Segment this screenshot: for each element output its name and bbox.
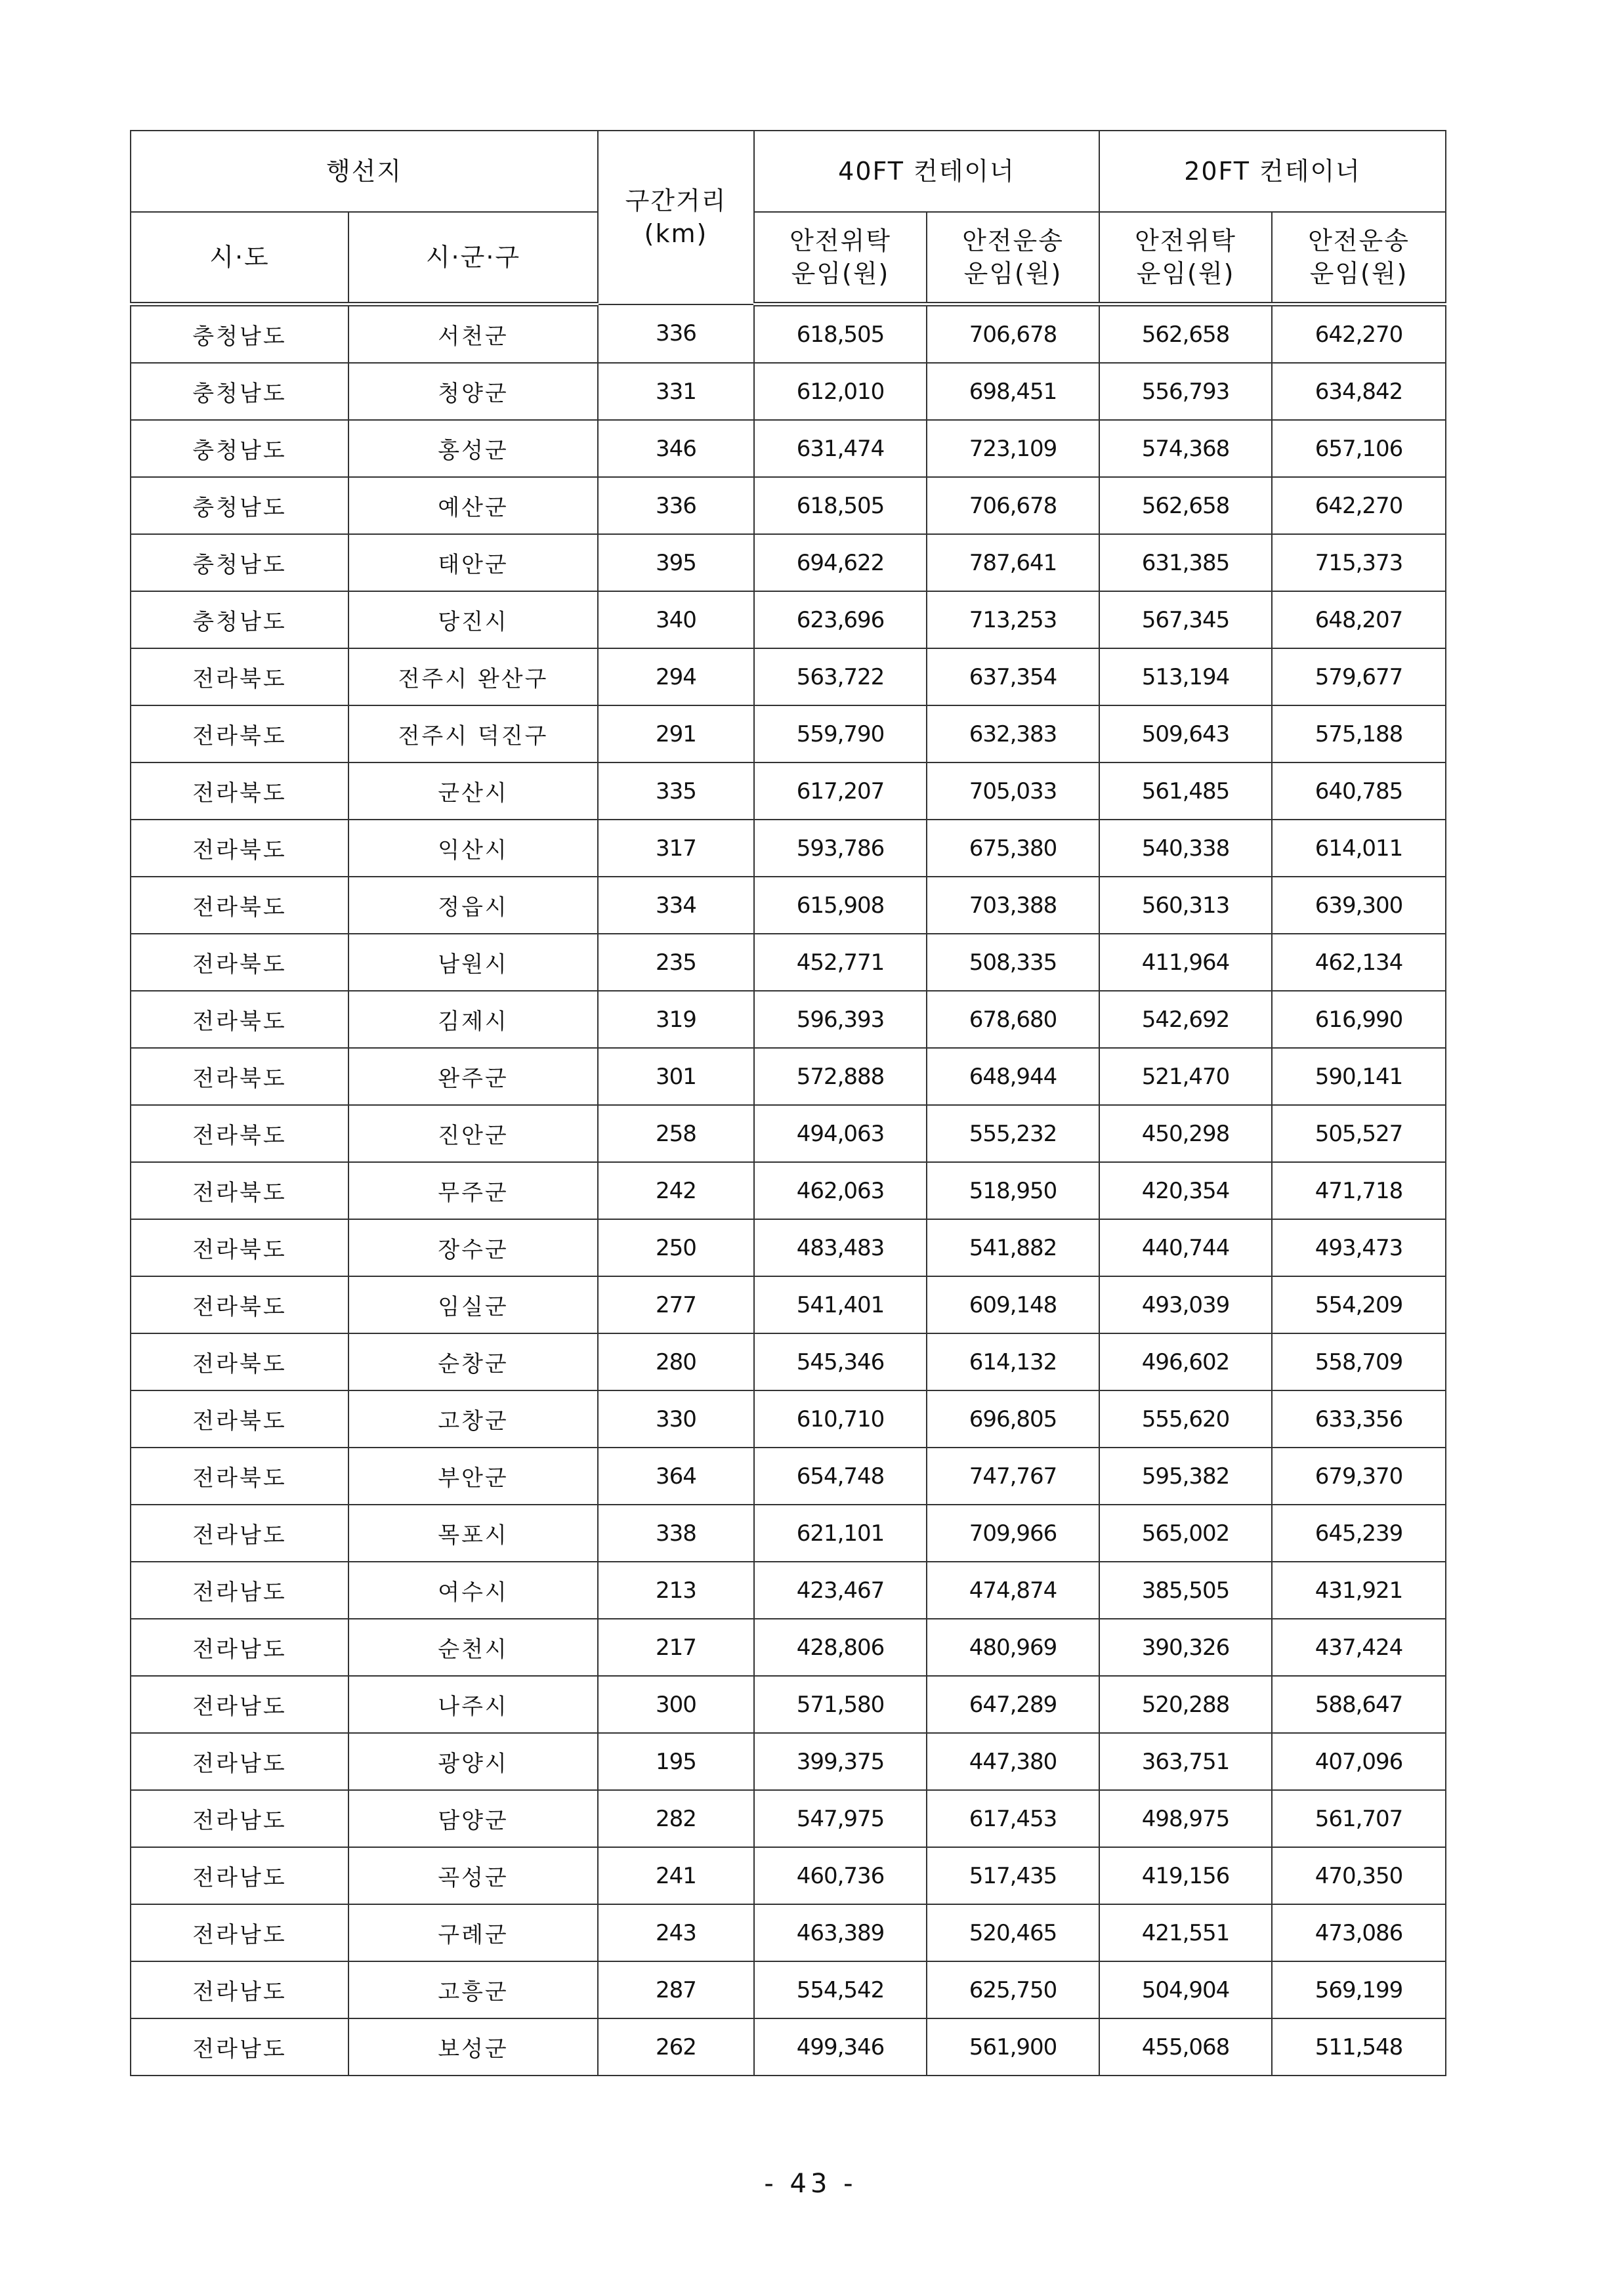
distance-cell: 242: [598, 1162, 754, 1219]
province-cell: 전라북도: [131, 934, 348, 991]
40ft-safe-consign-cell: 618,505: [754, 477, 927, 534]
table-row: [131, 1847, 1446, 1904]
20ft-safe-transport-cell: 505,527: [1272, 1105, 1446, 1162]
table-row: [131, 591, 1446, 648]
district-cell: 태안군: [348, 534, 598, 591]
table-row: [131, 1048, 1446, 1105]
province-cell: 전라북도: [131, 1448, 348, 1505]
district-cell: 당진시: [348, 591, 598, 648]
table-row: [131, 534, 1446, 591]
40ft-safe-transport-header: [927, 212, 1099, 304]
40ft-safe-consign-cell: 494,063: [754, 1105, 927, 1162]
container-20ft-header: 20FT 컨테이너: [1099, 131, 1446, 212]
20ft-safe-transport-cell: 470,350: [1272, 1847, 1446, 1904]
destination-header: 행선지: [131, 131, 598, 212]
20ft-safe-transport-cell: 471,718: [1272, 1162, 1446, 1219]
40ft-safe-transport-cell: 614,132: [927, 1333, 1099, 1390]
table-row: [131, 1333, 1446, 1390]
distance-cell: 301: [598, 1048, 754, 1105]
table-row: [131, 1390, 1446, 1448]
20ft-safe-transport-cell: 642,270: [1272, 477, 1446, 534]
20ft-safe-transport-cell: 554,209: [1272, 1276, 1446, 1333]
40ft-safe-transport-cell: 675,380: [927, 820, 1099, 877]
distance-cell: 340: [598, 591, 754, 648]
40ft-safe-consign-cell: 423,467: [754, 1562, 927, 1619]
distance-cell: 250: [598, 1219, 754, 1276]
table-row: [131, 1790, 1446, 1847]
40ft-safe-transport-cell: 541,882: [927, 1219, 1099, 1276]
district-cell: 정읍시: [348, 877, 598, 934]
distance-cell: 319: [598, 991, 754, 1048]
table-row: [131, 1448, 1446, 1505]
20ft-safe-consign-cell: 419,156: [1099, 1847, 1272, 1904]
20ft-safe-transport-cell: 473,086: [1272, 1904, 1446, 1961]
20ft-safe-transport-cell: 642,270: [1272, 304, 1446, 364]
distance-cell: 241: [598, 1847, 754, 1904]
20ft-safe-transport-cell: 616,990: [1272, 991, 1446, 1048]
province-cell: 전라북도: [131, 648, 348, 705]
20ft-safe-consign-cell: 560,313: [1099, 877, 1272, 934]
province-cell: 전라북도: [131, 1162, 348, 1219]
40ft-safe-consign-cell: 483,483: [754, 1219, 927, 1276]
40ft-safe-consign-cell: 694,622: [754, 534, 927, 591]
district-cell: 고흥군: [348, 1961, 598, 2018]
header-line: 안전위탁: [1135, 226, 1236, 255]
distance-cell: 331: [598, 363, 754, 420]
distance-cell: 346: [598, 420, 754, 477]
40ft-safe-transport-cell: 518,950: [927, 1162, 1099, 1219]
distance-cell: 258: [598, 1105, 754, 1162]
20ft-safe-consign-cell: 540,338: [1099, 820, 1272, 877]
20ft-safe-consign-cell: 411,964: [1099, 934, 1272, 991]
table-row: [131, 1562, 1446, 1619]
province-cell: 전라남도: [131, 1505, 348, 1562]
header-line: 안전위탁: [789, 226, 891, 255]
district-cell: 청양군: [348, 363, 598, 420]
table-row: [131, 304, 1446, 364]
province-cell: 전라남도: [131, 2018, 348, 2076]
district-cell: 광양시: [348, 1733, 598, 1790]
province-cell: 전라남도: [131, 1904, 348, 1961]
40ft-safe-consign-cell: 452,771: [754, 934, 927, 991]
district-cell: 보성군: [348, 2018, 598, 2076]
province-cell: 충청남도: [131, 304, 348, 364]
district-cell: 익산시: [348, 820, 598, 877]
40ft-safe-consign-cell: 615,908: [754, 877, 927, 934]
province-cell: 전라북도: [131, 991, 348, 1048]
district-cell: 완주군: [348, 1048, 598, 1105]
40ft-safe-transport-cell: 632,383: [927, 705, 1099, 762]
district-cell: 장수군: [348, 1219, 598, 1276]
40ft-safe-transport-cell: 706,678: [927, 477, 1099, 534]
province-cell: 전라북도: [131, 705, 348, 762]
district-cell: 예산군: [348, 477, 598, 534]
province-cell: 충청남도: [131, 420, 348, 477]
district-cell: 곡성군: [348, 1847, 598, 1904]
province-cell: 충청남도: [131, 363, 348, 420]
header-line: 안전운송: [962, 226, 1064, 255]
province-cell: 전라남도: [131, 1847, 348, 1904]
20ft-safe-consign-cell: 493,039: [1099, 1276, 1272, 1333]
province-cell: 전라북도: [131, 820, 348, 877]
district-cell: 구례군: [348, 1904, 598, 1961]
20ft-safe-consign-cell: 567,345: [1099, 591, 1272, 648]
40ft-safe-transport-cell: 555,232: [927, 1105, 1099, 1162]
20ft-safe-transport-cell: 588,647: [1272, 1676, 1446, 1733]
20ft-safe-consign-cell: 390,326: [1099, 1619, 1272, 1676]
40ft-safe-transport-cell: 561,900: [927, 2018, 1099, 2076]
40ft-safe-consign-cell: 462,063: [754, 1162, 927, 1219]
freight-rate-table: [130, 130, 1446, 2076]
20ft-safe-consign-cell: 513,194: [1099, 648, 1272, 705]
table-row: [131, 1961, 1446, 2018]
20ft-safe-transport-cell: 590,141: [1272, 1048, 1446, 1105]
district-cell: 진안군: [348, 1105, 598, 1162]
40ft-safe-transport-cell: 723,109: [927, 420, 1099, 477]
40ft-safe-consign-cell: 554,542: [754, 1961, 927, 2018]
40ft-safe-transport-cell: 517,435: [927, 1847, 1099, 1904]
40ft-safe-transport-cell: 698,451: [927, 363, 1099, 420]
district-cell: 고창군: [348, 1390, 598, 1448]
district-cell: 여수시: [348, 1562, 598, 1619]
distance-cell: 334: [598, 877, 754, 934]
20ft-safe-consign-cell: 561,485: [1099, 762, 1272, 820]
40ft-safe-consign-cell: 545,346: [754, 1333, 927, 1390]
page-number: - 43 -: [764, 2169, 857, 2199]
20ft-safe-consign-cell: 509,643: [1099, 705, 1272, 762]
20ft-safe-transport-cell: 511,548: [1272, 2018, 1446, 2076]
40ft-safe-transport-cell: 703,388: [927, 877, 1099, 934]
40ft-safe-consign-cell: 460,736: [754, 1847, 927, 1904]
20ft-safe-transport-cell: 633,356: [1272, 1390, 1446, 1448]
40ft-safe-transport-cell: 713,253: [927, 591, 1099, 648]
distance-header: [598, 131, 754, 304]
table-row: [131, 1904, 1446, 1961]
40ft-safe-transport-cell: 696,805: [927, 1390, 1099, 1448]
20ft-safe-consign-cell: 455,068: [1099, 2018, 1272, 2076]
distance-cell: 294: [598, 648, 754, 705]
distance-cell: 336: [598, 477, 754, 534]
20ft-safe-consign-cell: 420,354: [1099, 1162, 1272, 1219]
province-cell: 전라북도: [131, 1390, 348, 1448]
20ft-safe-consign-cell: 556,793: [1099, 363, 1272, 420]
province-cell: 전라북도: [131, 1105, 348, 1162]
district-cell: 무주군: [348, 1162, 598, 1219]
20ft-safe-transport-cell: 569,199: [1272, 1961, 1446, 2018]
header-line: 운임(원): [963, 259, 1063, 288]
40ft-safe-transport-cell: 709,966: [927, 1505, 1099, 1562]
20ft-safe-consign-cell: 595,382: [1099, 1448, 1272, 1505]
20ft-safe-consign-cell: 631,385: [1099, 534, 1272, 591]
20ft-safe-consign-cell: 421,551: [1099, 1904, 1272, 1961]
20ft-safe-consign-cell: 555,620: [1099, 1390, 1272, 1448]
table-row: [131, 820, 1446, 877]
table-row: [131, 648, 1446, 705]
distance-cell: 330: [598, 1390, 754, 1448]
province-cell: 전라남도: [131, 1676, 348, 1733]
20ft-safe-consign-cell: 562,658: [1099, 477, 1272, 534]
40ft-safe-consign-cell: 654,748: [754, 1448, 927, 1505]
table-row: [131, 705, 1446, 762]
40ft-safe-consign-cell: 547,975: [754, 1790, 927, 1847]
district-cell: 전주시 완산구: [348, 648, 598, 705]
header-line: 운임(원): [1136, 259, 1235, 288]
province-cell: 전라남도: [131, 1961, 348, 2018]
table-row: [131, 1219, 1446, 1276]
40ft-safe-transport-cell: 480,969: [927, 1619, 1099, 1676]
province-header: 시·도: [131, 212, 348, 304]
20ft-safe-transport-cell: 634,842: [1272, 363, 1446, 420]
20ft-safe-transport-cell: 558,709: [1272, 1333, 1446, 1390]
20ft-safe-transport-cell: 679,370: [1272, 1448, 1446, 1505]
40ft-safe-consign-cell: 463,389: [754, 1904, 927, 1961]
40ft-safe-consign-cell: 612,010: [754, 363, 927, 420]
distance-cell: 300: [598, 1676, 754, 1733]
40ft-safe-consign-header: [754, 212, 927, 304]
province-cell: 전라북도: [131, 1333, 348, 1390]
province-cell: 전라북도: [131, 1219, 348, 1276]
40ft-safe-consign-cell: 559,790: [754, 705, 927, 762]
distance-cell: 336: [598, 304, 754, 364]
20ft-safe-consign-header: [1099, 212, 1272, 304]
40ft-safe-consign-cell: 617,207: [754, 762, 927, 820]
20ft-safe-transport-cell: 561,707: [1272, 1790, 1446, 1847]
distance-cell: 335: [598, 762, 754, 820]
40ft-safe-consign-cell: 593,786: [754, 820, 927, 877]
20ft-safe-consign-cell: 496,602: [1099, 1333, 1272, 1390]
40ft-safe-transport-cell: 625,750: [927, 1961, 1099, 2018]
distance-cell: 317: [598, 820, 754, 877]
district-cell: 임실군: [348, 1276, 598, 1333]
province-cell: 전라북도: [131, 877, 348, 934]
40ft-safe-consign-cell: 572,888: [754, 1048, 927, 1105]
40ft-safe-consign-cell: 623,696: [754, 591, 927, 648]
province-cell: 전라북도: [131, 1048, 348, 1105]
40ft-safe-transport-cell: 787,641: [927, 534, 1099, 591]
province-cell: 전라남도: [131, 1562, 348, 1619]
40ft-safe-transport-cell: 474,874: [927, 1562, 1099, 1619]
table-row: [131, 477, 1446, 534]
20ft-safe-transport-cell: 614,011: [1272, 820, 1446, 877]
district-cell: 담양군: [348, 1790, 598, 1847]
table-row: [131, 2018, 1446, 2076]
header-row-1: [131, 131, 1446, 212]
header-line: 운임(원): [1309, 259, 1408, 288]
40ft-safe-consign-cell: 428,806: [754, 1619, 927, 1676]
40ft-safe-transport-cell: 637,354: [927, 648, 1099, 705]
40ft-safe-consign-cell: 571,580: [754, 1676, 927, 1733]
distance-header-line2: (km): [644, 219, 708, 249]
40ft-safe-consign-cell: 399,375: [754, 1733, 927, 1790]
40ft-safe-consign-cell: 610,710: [754, 1390, 927, 1448]
district-cell: 홍성군: [348, 420, 598, 477]
table-row: [131, 1676, 1446, 1733]
20ft-safe-consign-cell: 363,751: [1099, 1733, 1272, 1790]
district-cell: 군산시: [348, 762, 598, 820]
province-cell: 충청남도: [131, 477, 348, 534]
40ft-safe-consign-cell: 631,474: [754, 420, 927, 477]
table-row: [131, 1162, 1446, 1219]
20ft-safe-transport-cell: 437,424: [1272, 1619, 1446, 1676]
table-row: [131, 991, 1446, 1048]
40ft-safe-transport-cell: 705,033: [927, 762, 1099, 820]
20ft-safe-transport-header: [1272, 212, 1446, 304]
table-row: [131, 934, 1446, 991]
distance-cell: 213: [598, 1562, 754, 1619]
20ft-safe-consign-cell: 520,288: [1099, 1676, 1272, 1733]
table-row: [131, 1733, 1446, 1790]
distance-cell: 243: [598, 1904, 754, 1961]
table-row: [131, 762, 1446, 820]
province-cell: 전라남도: [131, 1790, 348, 1847]
20ft-safe-transport-cell: 407,096: [1272, 1733, 1446, 1790]
distance-cell: 277: [598, 1276, 754, 1333]
province-cell: 전라남도: [131, 1619, 348, 1676]
20ft-safe-consign-cell: 440,744: [1099, 1219, 1272, 1276]
header-line: 안전운송: [1308, 226, 1410, 255]
40ft-safe-transport-cell: 447,380: [927, 1733, 1099, 1790]
province-cell: 충청남도: [131, 534, 348, 591]
distance-cell: 262: [598, 2018, 754, 2076]
40ft-safe-transport-cell: 609,148: [927, 1276, 1099, 1333]
district-cell: 서천군: [348, 304, 598, 364]
distance-cell: 287: [598, 1961, 754, 2018]
20ft-safe-consign-cell: 565,002: [1099, 1505, 1272, 1562]
district-cell: 전주시 덕진구: [348, 705, 598, 762]
20ft-safe-consign-cell: 521,470: [1099, 1048, 1272, 1105]
distance-cell: 338: [598, 1505, 754, 1562]
table-row: [131, 1276, 1446, 1333]
table-row: [131, 877, 1446, 934]
20ft-safe-consign-cell: 498,975: [1099, 1790, 1272, 1847]
40ft-safe-consign-cell: 499,346: [754, 2018, 927, 2076]
province-cell: 전라북도: [131, 1276, 348, 1333]
district-cell: 김제시: [348, 991, 598, 1048]
20ft-safe-consign-cell: 504,904: [1099, 1961, 1272, 2018]
20ft-safe-transport-cell: 640,785: [1272, 762, 1446, 820]
40ft-safe-transport-cell: 706,678: [927, 304, 1099, 364]
table-body: [131, 304, 1446, 2076]
40ft-safe-transport-cell: 617,453: [927, 1790, 1099, 1847]
district-cell: 남원시: [348, 934, 598, 991]
province-cell: 전라남도: [131, 1733, 348, 1790]
district-cell: 부안군: [348, 1448, 598, 1505]
table-row: [131, 1105, 1446, 1162]
header-row-2: [131, 212, 1446, 304]
40ft-safe-consign-cell: 563,722: [754, 648, 927, 705]
province-cell: 충청남도: [131, 591, 348, 648]
20ft-safe-transport-cell: 575,188: [1272, 705, 1446, 762]
table-row: [131, 363, 1446, 420]
distance-cell: 291: [598, 705, 754, 762]
40ft-safe-transport-cell: 648,944: [927, 1048, 1099, 1105]
container-40ft-header: 40FT 컨테이너: [754, 131, 1099, 212]
district-cell: 순창군: [348, 1333, 598, 1390]
distance-cell: 364: [598, 1448, 754, 1505]
table-row: [131, 420, 1446, 477]
40ft-safe-transport-cell: 520,465: [927, 1904, 1099, 1961]
20ft-safe-transport-cell: 493,473: [1272, 1219, 1446, 1276]
distance-header-line1: 구간거리: [625, 186, 727, 216]
20ft-safe-consign-cell: 562,658: [1099, 304, 1272, 364]
table-row: [131, 1505, 1446, 1562]
40ft-safe-consign-cell: 618,505: [754, 304, 927, 364]
20ft-safe-transport-cell: 657,106: [1272, 420, 1446, 477]
40ft-safe-transport-cell: 747,767: [927, 1448, 1099, 1505]
distance-cell: 280: [598, 1333, 754, 1390]
40ft-safe-transport-cell: 508,335: [927, 934, 1099, 991]
district-cell: 목포시: [348, 1505, 598, 1562]
40ft-safe-consign-cell: 621,101: [754, 1505, 927, 1562]
20ft-safe-transport-cell: 645,239: [1272, 1505, 1446, 1562]
header-line: 운임(원): [791, 259, 890, 288]
20ft-safe-consign-cell: 450,298: [1099, 1105, 1272, 1162]
40ft-safe-transport-cell: 678,680: [927, 991, 1099, 1048]
20ft-safe-transport-cell: 648,207: [1272, 591, 1446, 648]
20ft-safe-consign-cell: 542,692: [1099, 991, 1272, 1048]
20ft-safe-transport-cell: 579,677: [1272, 648, 1446, 705]
distance-cell: 195: [598, 1733, 754, 1790]
20ft-safe-transport-cell: 462,134: [1272, 934, 1446, 991]
20ft-safe-transport-cell: 639,300: [1272, 877, 1446, 934]
province-cell: 전라북도: [131, 762, 348, 820]
distance-cell: 235: [598, 934, 754, 991]
40ft-safe-consign-cell: 541,401: [754, 1276, 927, 1333]
40ft-safe-consign-cell: 596,393: [754, 991, 927, 1048]
distance-cell: 217: [598, 1619, 754, 1676]
district-cell: 나주시: [348, 1676, 598, 1733]
distance-cell: 395: [598, 534, 754, 591]
20ft-safe-transport-cell: 431,921: [1272, 1562, 1446, 1619]
40ft-safe-transport-cell: 647,289: [927, 1676, 1099, 1733]
20ft-safe-consign-cell: 574,368: [1099, 420, 1272, 477]
district-cell: 순천시: [348, 1619, 598, 1676]
20ft-safe-transport-cell: 715,373: [1272, 534, 1446, 591]
distance-cell: 282: [598, 1790, 754, 1847]
district-header: 시·군·구: [348, 212, 598, 304]
table-row: [131, 1619, 1446, 1676]
20ft-safe-consign-cell: 385,505: [1099, 1562, 1272, 1619]
